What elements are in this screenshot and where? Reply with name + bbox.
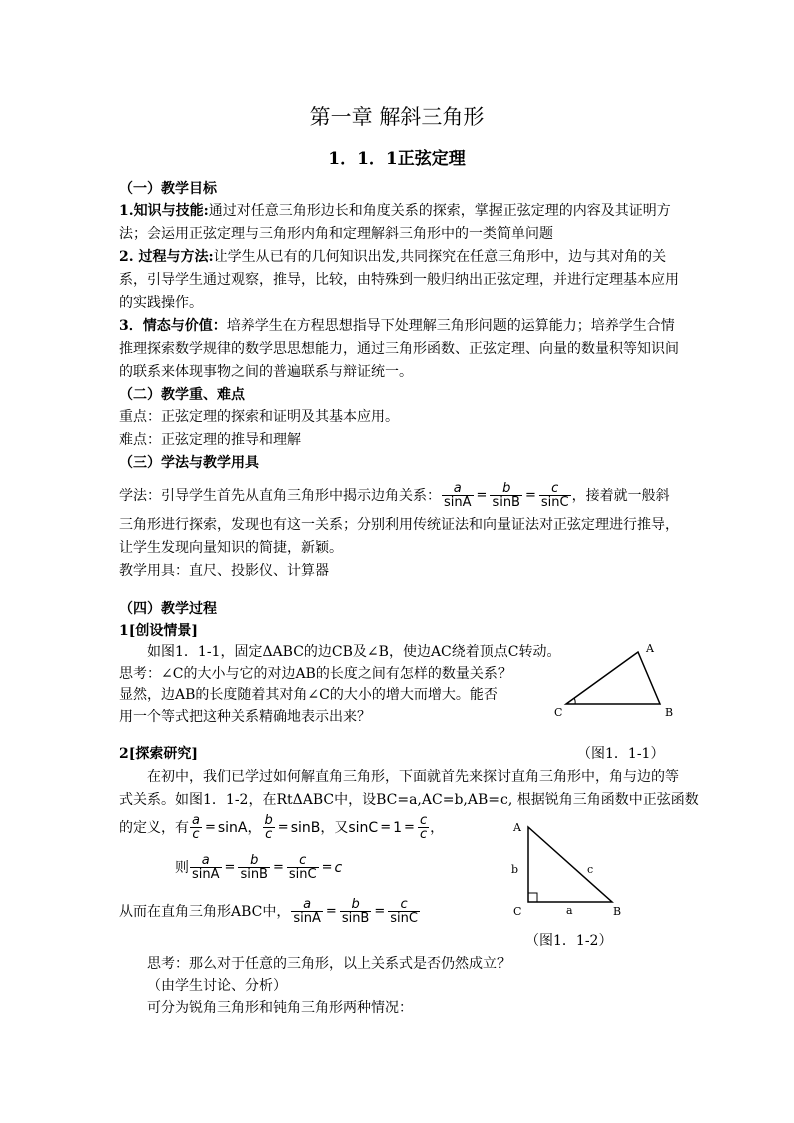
thus-equation	[119, 892, 421, 932]
equals-sign: =	[321, 860, 333, 875]
then-text: 则	[175, 860, 189, 876]
numerator-c: c	[388, 898, 420, 912]
denominator-sinA: sinA	[293, 911, 321, 926]
fraction-a-sinA	[442, 482, 474, 510]
denominator-sinB: sinB	[240, 867, 268, 882]
fraction-c-sinC	[388, 898, 420, 926]
fraction-a-sinA	[190, 854, 222, 882]
fraction-b-sinB	[238, 854, 270, 882]
equals-sign: =	[374, 904, 386, 919]
denominator-sinC: sinC	[540, 495, 569, 510]
figure-1-2-right-triangle	[505, 815, 635, 925]
fraction-b-sinB	[490, 482, 522, 510]
fraction-a-c	[190, 814, 202, 842]
sinA-text: sinA	[217, 820, 248, 836]
objective-2-line3: 的实践操作。	[119, 295, 203, 311]
equals-sign: =	[325, 904, 337, 919]
objective-1-text: 通过对任意三角形边长和角度关系的探索，掌握正弦定理的内容及其证明方	[208, 203, 671, 219]
step-1-line3: 显然，边AB的长度随着其对角∠C的大小的增大而增大。能否	[119, 687, 498, 703]
objective-3-text: 培养学生在方程思想指导下处理解三角形问题的运算能力；培养学生合情	[226, 318, 675, 334]
teaching-tools: 教学用具：直尺、投影仪、计算器	[119, 563, 329, 579]
fraction-b-c	[263, 814, 275, 842]
step-2-line3	[119, 808, 444, 848]
sinC-text: sinC	[348, 820, 379, 836]
vertex-label-c: C	[513, 905, 522, 918]
heading-objectives: （一）教学目标	[119, 181, 217, 197]
side-label-c: c	[587, 863, 594, 876]
end-comma: ，	[430, 820, 445, 836]
figure-1-2-caption: （图1．1-2）	[525, 933, 613, 949]
sine-definitions	[189, 813, 248, 842]
heading-key-points: （二）教学重、难点	[119, 387, 245, 403]
equals-sign: =	[380, 820, 392, 835]
step-1-line2: 思考：∠C的大小与它的对边AB的长度之间有怎样的数量关系？	[119, 666, 512, 682]
side-label-a: a	[566, 904, 573, 917]
figure-1-1-caption: （图1．1-1）	[577, 746, 665, 762]
step-2-line2: 式关系。如图1．1-2，在RtΔABC中，设BC=a,AC=b,AB=c, 根据锐角三角函数中正弦函数	[119, 792, 699, 808]
equals-sign: =	[224, 860, 236, 875]
step-1-line1: 如图1．1-1，固定ΔABC的边CB及∠B，使边AC绕着顶点C转动。	[147, 644, 561, 660]
numerator-a: a	[442, 482, 474, 496]
method-text-pre: 学法：引导学生首先从直角三角形中揭示边角关系：	[119, 488, 441, 504]
denominator-sinC: sinC	[288, 867, 317, 882]
objective-3-label: 3．情态与价值：	[119, 318, 227, 334]
think-question: 思考：那么对于任意的三角形，以上关系式是否仍然成立？	[147, 956, 511, 972]
denominator-sinB: sinB	[341, 911, 370, 926]
key-point: 重点：正弦定理的探索和证明及其基本应用。	[119, 409, 399, 425]
separator-comma: ，	[247, 820, 262, 836]
numerator-c: c	[287, 854, 319, 868]
method-text-post: ，接着就一般斜	[571, 488, 670, 504]
denominator-c: c	[265, 827, 273, 842]
numerator-b: b	[490, 482, 522, 496]
also-text: ，又	[320, 820, 349, 836]
heading-methods: （三）学法与教学用具	[119, 455, 259, 471]
numerator-a: a	[190, 854, 222, 868]
objective-1-line2: 法；会运用正弦定理与三角形内角和定理解斜三角形中的一类简单问题	[119, 226, 553, 242]
fraction-c-sinC	[539, 482, 571, 510]
equals-sign: =	[524, 488, 536, 503]
section-subtitle: 1．1．1正弦定理	[328, 149, 466, 169]
objective-3-line3: 的联系来体现事物之间的普遍联系与辩证统一。	[119, 364, 413, 380]
vertex-label-b: B	[613, 905, 622, 918]
figure-1-1-triangle	[545, 635, 695, 725]
vertex-label-a: A	[513, 821, 521, 834]
difficult-point: 难点：正弦定理的推导和理解	[119, 432, 301, 448]
method-line2: 三角形进行探索，发现也有这一关系；分别利用传统证法和向量证法对正弦定理进行推导，	[119, 517, 679, 533]
fraction-a-sinA	[291, 898, 323, 926]
right-angle-marker	[528, 893, 537, 902]
numerator-c: c	[539, 482, 571, 496]
cases-text: 可分为锐角三角形和钝角三角形两种情况：	[147, 1000, 413, 1016]
equals-sign: =	[204, 820, 216, 835]
denominator-c: c	[419, 827, 428, 842]
method-line1	[119, 476, 670, 516]
step-2-line1: 在初中，我们已学过如何解直角三角形，下面就首先来探讨直角三角形中，角与边的等	[147, 769, 679, 785]
triangle-abc	[566, 652, 660, 704]
step-1-title: 1[创设情景]	[119, 623, 198, 639]
sine-definition-c	[348, 813, 430, 842]
equals-sign: =	[476, 488, 488, 503]
then-equation	[175, 848, 342, 888]
right-triangle-abc	[528, 827, 612, 902]
fraction-c-sinC	[287, 854, 319, 882]
sine-definition-b	[262, 813, 321, 842]
discussion-note: （由学生讨论、分析）	[147, 978, 287, 994]
denominator-sinB: sinB	[492, 495, 520, 510]
numerator-b: b	[264, 813, 273, 828]
thus-text: 从而在直角三角形ABC中，	[119, 904, 291, 920]
sinB-text: sinB	[290, 820, 321, 836]
vertex-label-b: B	[665, 706, 674, 719]
objective-3-line1	[119, 315, 675, 337]
vertex-label-a: A	[646, 642, 654, 655]
denominator-sinA: sinA	[192, 867, 220, 882]
denominator-sinC: sinC	[390, 911, 418, 926]
numerator-a: a	[192, 813, 200, 828]
ratio-formula	[441, 481, 572, 510]
fraction-b-sinB	[340, 898, 372, 926]
objective-3-line2: 推理探索数学规律的数学思思想能力，通过三角形函数、正弦定理、向量的数量积等知识间	[119, 341, 679, 357]
numerator-a: a	[291, 898, 323, 912]
vertex-label-c: C	[554, 706, 563, 719]
objective-1-label: 1.知识与技能:	[119, 203, 209, 219]
heading-process: （四）教学过程	[119, 601, 217, 617]
objective-2-text: 让学生从已有的几何知识出发,共同探究在任意三角形中，边与其对角的关	[213, 249, 667, 265]
then-formula	[189, 853, 343, 882]
numerator-c: c	[419, 813, 428, 828]
objective-2-line1	[119, 246, 666, 268]
equals-sign: =	[272, 860, 284, 875]
definition-text: 的定义，有	[119, 820, 189, 836]
method-line3: 让学生发现向量知识的简捷，新颖。	[119, 540, 343, 556]
angle-c-arc	[574, 698, 575, 704]
objective-1-line1	[119, 200, 671, 222]
objective-2-line2: 系，引导学生通过观察，推导，比较，由特殊到一般归纳出正弦定理，并进行定理基本应用	[119, 272, 679, 288]
equals-sign: =	[277, 820, 289, 835]
objective-2-label: 2. 过程与方法:	[119, 249, 214, 265]
thus-formula	[290, 897, 421, 926]
numerator-b: b	[238, 854, 270, 868]
numerator-b: b	[340, 898, 372, 912]
side-label-b: b	[511, 863, 519, 876]
denominator-sinA: sinA	[444, 495, 472, 510]
step-1-line4: 用一个等式把这种关系精确地表示出来？	[119, 709, 371, 725]
result-c: c	[334, 860, 343, 876]
equals-sign: =	[404, 820, 415, 835]
page-title: 第一章 解斜三角形	[309, 105, 485, 129]
fraction-c-c	[418, 814, 429, 842]
one-text: 1	[393, 820, 403, 836]
denominator-c: c	[192, 827, 200, 842]
step-2-title: 2[探索研究]	[119, 746, 198, 762]
